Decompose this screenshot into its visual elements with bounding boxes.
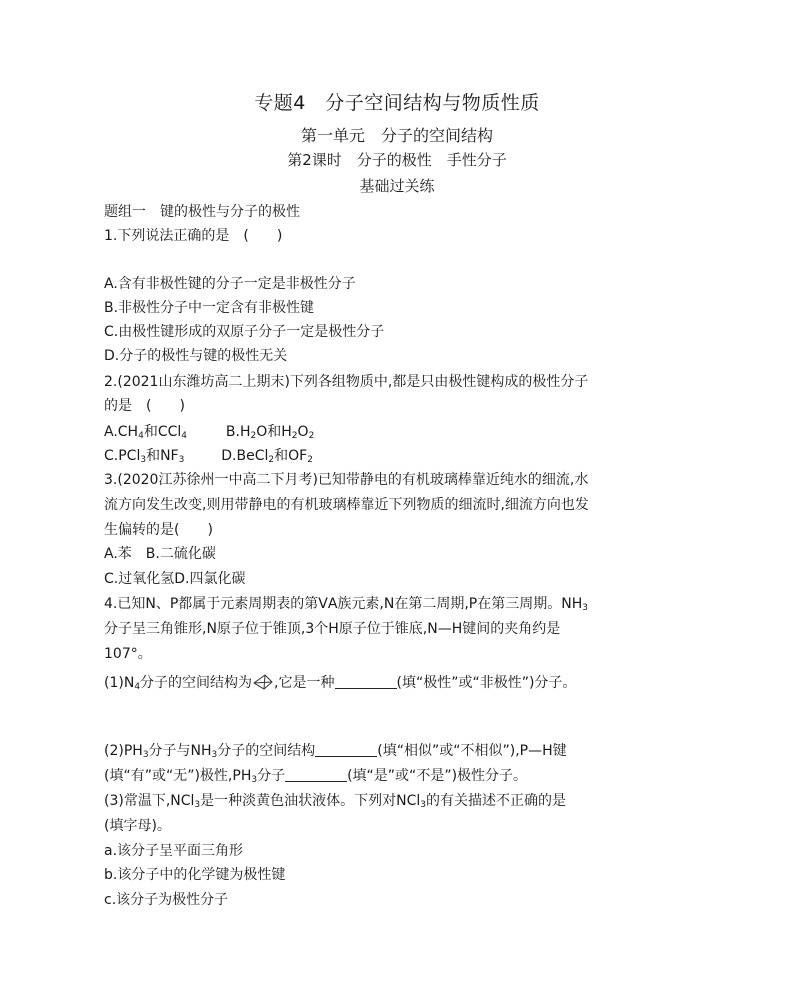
q4-stem-line3: 107°。 — [104, 646, 152, 662]
q3-options-cd: C.过氧化氢D.四氯化碳 — [104, 571, 246, 587]
q2-option-b: $B.H_2O$和$H_2O_2$ — [225, 424, 315, 441]
q4-part2-line1: $(2)PH_3$分子与$NH_3$分子的空间结构 (填“相似”或“不相似”),P—H键 — [104, 743, 567, 760]
q4-part3-line2: (填字母)。 — [104, 818, 171, 834]
q2-option-d: D.BeCl$_2$和$OF_2$ — [221, 448, 313, 465]
section-title: 基础过关练 — [359, 177, 435, 195]
unit-title: 第一单元 分子的空间结构 — [300, 126, 493, 145]
q4-option-b: b.该分子中的化学键为极性键 — [104, 867, 286, 883]
q4-stem-line1: 4.已知N、P都属于元素周期表的第ⅤA族元素,N在第二周期,P在第三周期。$NH_3$ — [104, 596, 588, 613]
topic-title: 专题4 分子空间结构与物质性质 — [254, 92, 540, 114]
q3-stem-line3: 生偏转的是( ) — [104, 522, 213, 538]
q4-part2-line2: (填“有”或“无”)极性$,PH_3$分子 (填“是”或“不是”)极性分子。 — [104, 768, 528, 785]
q2-options-cd — [104, 446, 313, 466]
q1-option-b: B.非极性分子中一定含有非极性键 — [104, 300, 315, 316]
q3-stem-line1: 3.(2020江苏徐州一中高二下月考)已知带静电的有机玻璃棒靠近纯水的细流,水 — [104, 472, 589, 488]
q4-stem-line2: 分子呈三角锥形,N原子位于锥顶,3个H原子位于锥底,N—H键间的夹角约是 — [104, 621, 561, 637]
q1-stem: 1.下列说法正确的是 ( ) — [104, 228, 283, 244]
q3-options-ab: A.苯 B.二硫化碳 — [104, 546, 216, 562]
q4-part3-line1: (3)常温下,NCl$_3$是一种淡黄色油状液体。下列对NCl$_3$的有关描述不正确的是 — [104, 793, 567, 810]
q4-p1-answer-blank[interactable] — [335, 674, 397, 689]
q4-part1: $(1)N_4$分子的空间结构为 ,它是一种 (填“极性”或“非极性”)分子。 — [104, 673, 576, 697]
group1-title: 题组一 键的极性与分子的极性 — [104, 204, 300, 220]
q2-stem-line2: 的是 ( ) — [104, 398, 185, 414]
q2-stem-line1: 2.(2021山东潍坊高二上期末)下列各组物质中,都是只由极性键构成的极性分子 — [104, 374, 589, 390]
q2-options-ab — [104, 422, 314, 442]
q4-p2-answer-blank-1[interactable] — [315, 742, 377, 757]
q1-option-a: A.含有非极性键的分子一定是非极性分子 — [104, 276, 356, 292]
q1-option-d: D.分子的极性与键的极性无关 — [104, 348, 288, 364]
tetrahedron-structure-icon — [252, 673, 274, 697]
q4-option-a: a.该分子呈平面三角形 — [104, 843, 244, 859]
q4-p2-answer-blank-2[interactable] — [285, 767, 347, 782]
q3-stem-line2: 流方向发生改变,则用带静电的有机玻璃棒靠近下列物质的细流时,细流方向也发 — [104, 497, 589, 513]
q4-option-c: c.该分子为极性分子 — [104, 892, 229, 908]
q2-option-a: $A.CH_4$和CCl$_4$ — [104, 424, 188, 441]
q2-option-c: C.PCl$_3$和$NF_3$ — [104, 448, 185, 465]
lesson-title: 第2课时 分子的极性 手性分子 — [287, 151, 507, 169]
q1-option-c: C.由极性键形成的双原子分子一定是极性分子 — [104, 324, 385, 340]
